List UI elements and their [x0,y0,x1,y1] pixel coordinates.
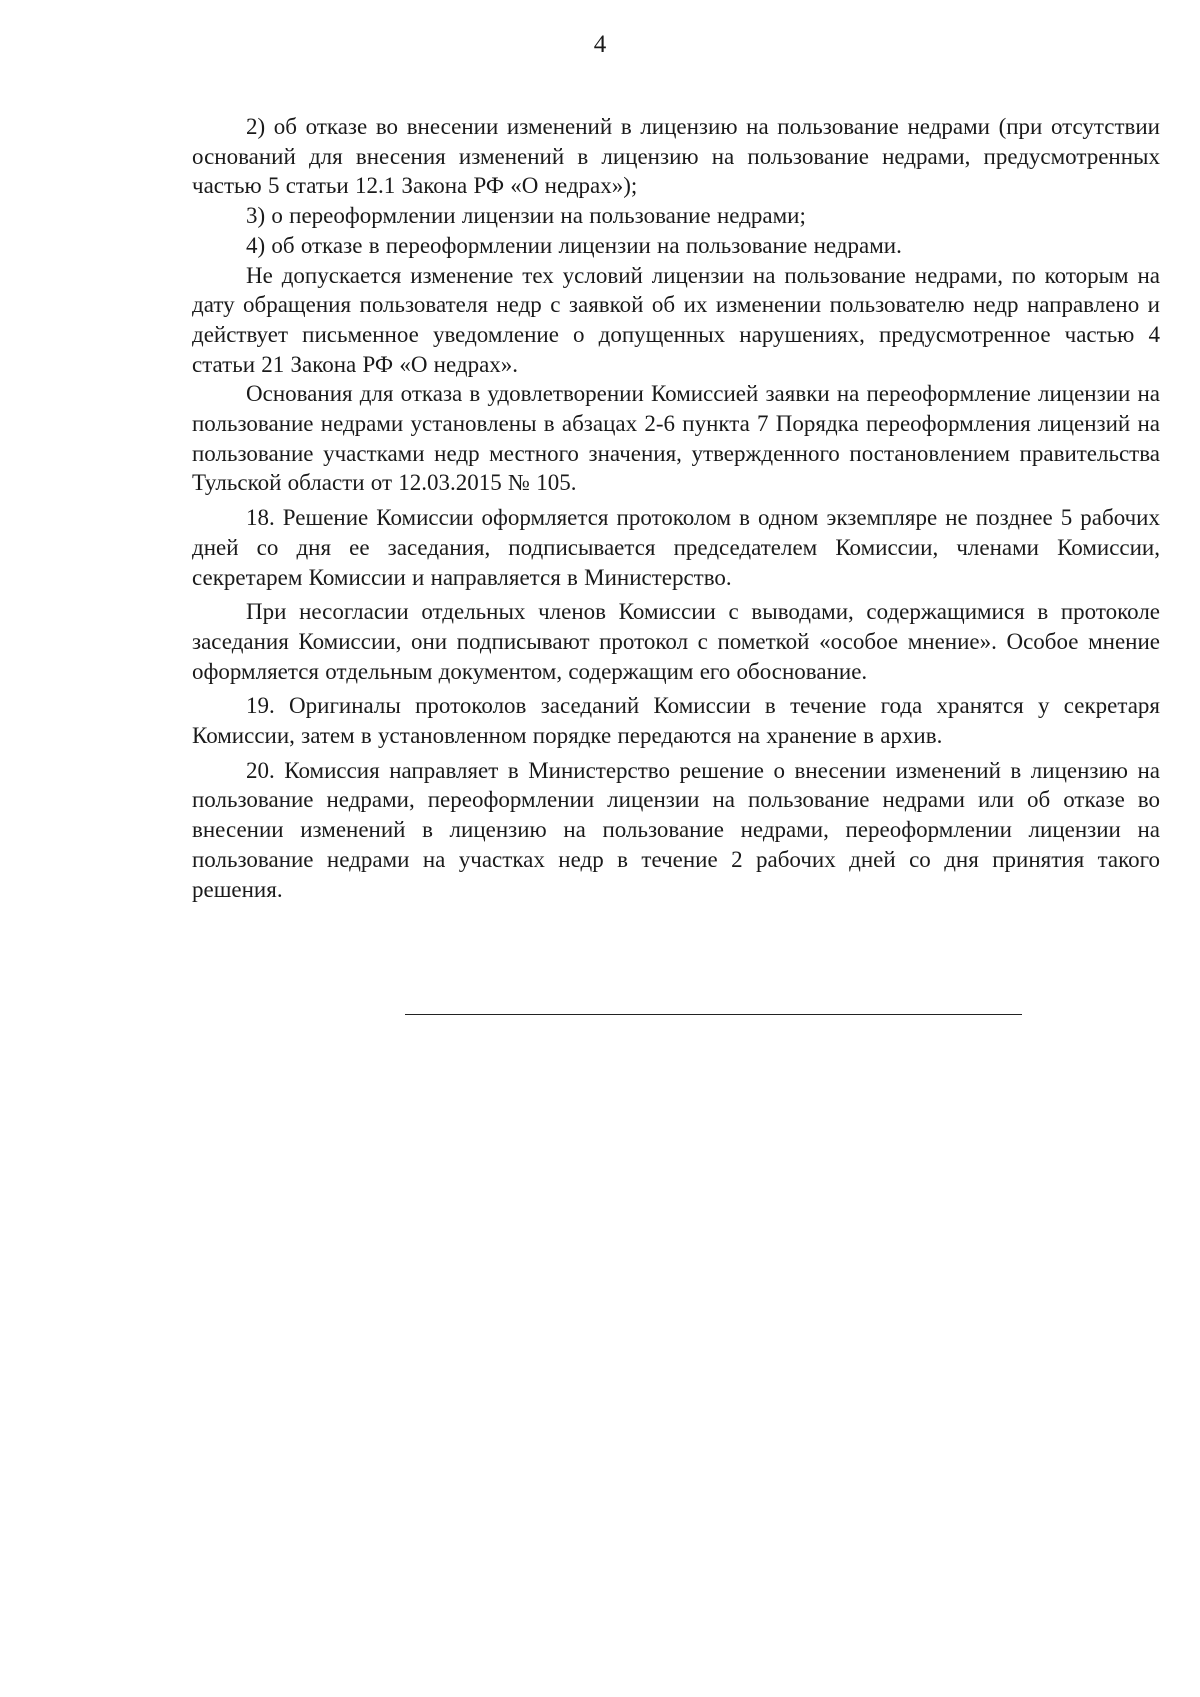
paragraph-item-20: 20. Комиссия направляет в Министерство решение о внесении изменений в лицензию на пользование недрами, переоформлении лицензии на пользование недрами или об отказе во внесении изменений в лицензию на пользование недрами, переоформлении лицензии на пользование недрами на участках недр в течение 2 рабочих дней со дня принятия такого решения. [192,757,1160,902]
paragraph-special-opinion: При несогласии отдельных членов Комиссии с выводами, содержащимися в протоколе заседания Комиссии, они подписывают протокол с пометкой «особое мнение». Особое мнение оформляется отдельным документом, содержащим его обоснование. [192,599,1160,684]
page-number: 4 [593,31,607,58]
paragraph-reissue: 3) о переоформлении лицензии на пользование недрами; [246,203,806,229]
paragraph-refusal-changes: 2) об отказе во внесении изменений в лицензию на пользование недрами (при отсутствии оснований для внесения изменений в лицензию на пользование недрами, предусмотренных частью 5 статьи 12.1 Закона РФ «О недрах»); [192,114,1160,199]
document-body [192,112,1160,904]
paragraph-refusal-reissue: 4) об отказе в переоформлении лицензии на пользование недрами. [246,232,902,258]
paragraph-not-allowed: Не допускается изменение тех условий лицензии на пользование недрами, по которым на дату обращения пользователя недр с заявкой об их изменении пользователю недр направлено и действует письменное уведомление о допущенных нарушениях, предусмотренное частью 4 статьи 21 Закона РФ «О недрах». [192,262,1160,377]
paragraph-grounds-for-refusal: Основания для отказа в удовлетворении Комиссией заявки на переоформление лицензии на пользование недрами установлены в абзацах 2-6 пункта 7 Порядка переоформления лицензий на пользование участками недр местного значения, утвержденного постановлением правительства Тульской области от 12.03.2015 № 105. [192,381,1160,496]
end-divider-line [405,1014,1022,1015]
paragraph-item-19: 19. Оригиналы протоколов заседаний Комиссии в течение года хранятся у секретаря Комиссии, затем в установленном порядке передаются на хранение в архив. [192,693,1160,749]
paragraph-item-18: 18. Решение Комиссии оформляется протоколом в одном экземпляре не позднее 5 рабочих дней со дня ее заседания, подписывается председателем Комиссии, членами Комиссии, секретарем Комиссии и направляется в Министерство. [192,505,1160,590]
